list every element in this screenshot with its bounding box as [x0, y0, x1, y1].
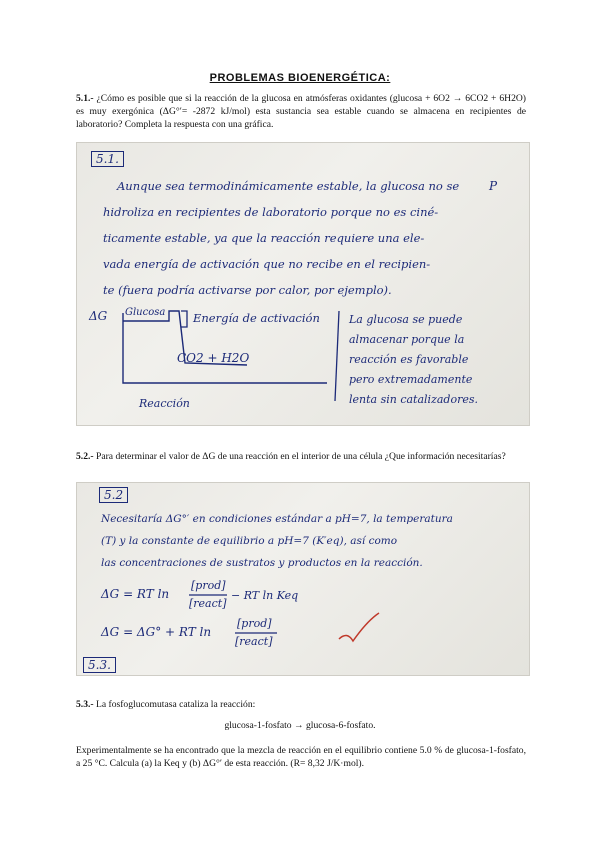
- answer-5-3-label: 5.3.: [83, 657, 116, 673]
- equation-1-right: − RT ln Keq: [231, 589, 299, 602]
- side-note-line-4: pero extremadamente: [349, 373, 473, 386]
- reaction-equation: glucosa-1-fosfato → glucosa-6-fosfato.: [224, 720, 376, 731]
- answer-5-2-line-1: Necesitaría ΔG°′ en condiciones estándar a pH=7, la temperatura: [101, 513, 453, 525]
- diagram-x-label: Reacción: [139, 397, 190, 410]
- equation-1-denominator: [react]: [189, 597, 227, 610]
- question-5-3-intro: La fosfoglucomutasa cataliza la reacción:: [96, 699, 256, 710]
- side-note-line-3: reacción es favorable: [349, 353, 469, 366]
- question-5-1: [76, 92, 526, 131]
- question-5-1-text: ¿Cómo es posible que si la reacción de la glucosa en atmósferas oxidantes (glucosa + 6O2 → 6CO2 + 6H2O) es muy exergónica (ΔG°′= -2872 kJ/mol) esta sustancia sea estable cuando se almacena en recipientes de laboratorio? Completa la respuesta con una gráfica.: [76, 93, 526, 130]
- question-5-2-text: Para determinar el valor de ΔG de una reacción en el interior de una célula ¿Que información necesitarías?: [96, 451, 506, 462]
- diagram-reactant-label: Glucosa: [125, 307, 166, 318]
- side-note-line-1: La glucosa se puede: [349, 313, 463, 326]
- answer-5-2-line-3: las concentraciones de sustratos y productos en la reacción.: [101, 557, 423, 569]
- answer-5-1-line-1: Aunque sea termodinámicamente estable, la glucosa no se: [117, 179, 460, 193]
- equation-2-left: ΔG = ΔG° + RT ln: [101, 625, 212, 639]
- question-5-1-number: 5.1.-: [76, 93, 94, 104]
- diagram-product-label: CO2 + H2O: [177, 351, 250, 365]
- side-note-line-5: lenta sin catalizadores.: [349, 393, 478, 406]
- equation-1-numerator: [prod]: [191, 579, 226, 592]
- page-title: PROBLEMAS BIOENERGÉTICA:: [209, 72, 391, 84]
- handwritten-answer-5-1-photo: [76, 142, 530, 426]
- equation-2-numerator: [prod]: [237, 617, 272, 630]
- diagram-activation-label: Energía de activación: [193, 311, 320, 325]
- margin-mark: P: [489, 179, 498, 193]
- question-5-3-text: Experimentalmente se ha encontrado que la mezcla de reacción en el equilibrio contiene 5.0 % de glucosa-1-fosfato, a 25 °C. Calcula (a) la Keq y (b) ΔG°′ de esta reacción. (R= 8,32 J/K·mol).: [76, 745, 526, 769]
- diagram-y-label: ΔG: [89, 309, 108, 323]
- equation-2-denominator: [react]: [235, 635, 273, 648]
- question-5-2: [76, 450, 526, 463]
- answer-5-2-label: 5.2: [99, 487, 128, 503]
- equation-1-left: ΔG = RT ln: [101, 587, 170, 601]
- answer-5-1-label: 5.1.: [91, 151, 124, 167]
- answer-5-1-line-3: ticamente estable, ya que la reacción requiere una ele-: [103, 231, 425, 245]
- answer-5-1-line-4: vada energía de activación que no recibe en el recipien-: [103, 257, 431, 271]
- side-note-line-2: almacenar porque la: [349, 333, 465, 346]
- handwritten-answer-5-2-photo: [76, 482, 530, 676]
- question-5-3-number: 5.3.-: [76, 699, 94, 710]
- answer-5-2-line-2: (T) y la constante de equilibrio a pH=7 (K′eq), así como: [101, 535, 398, 547]
- equation-fraction-lines: [77, 483, 529, 675]
- answer-5-1-line-5: te (fuera podría activarse por calor, por ejemplo).: [103, 283, 392, 297]
- question-5-2-number: 5.2.-: [76, 451, 94, 462]
- question-5-3: [76, 698, 526, 711]
- check-mark: [339, 613, 379, 641]
- answer-5-1-line-2: hidroliza en recipientes de laboratorio porque no es ciné-: [103, 205, 439, 219]
